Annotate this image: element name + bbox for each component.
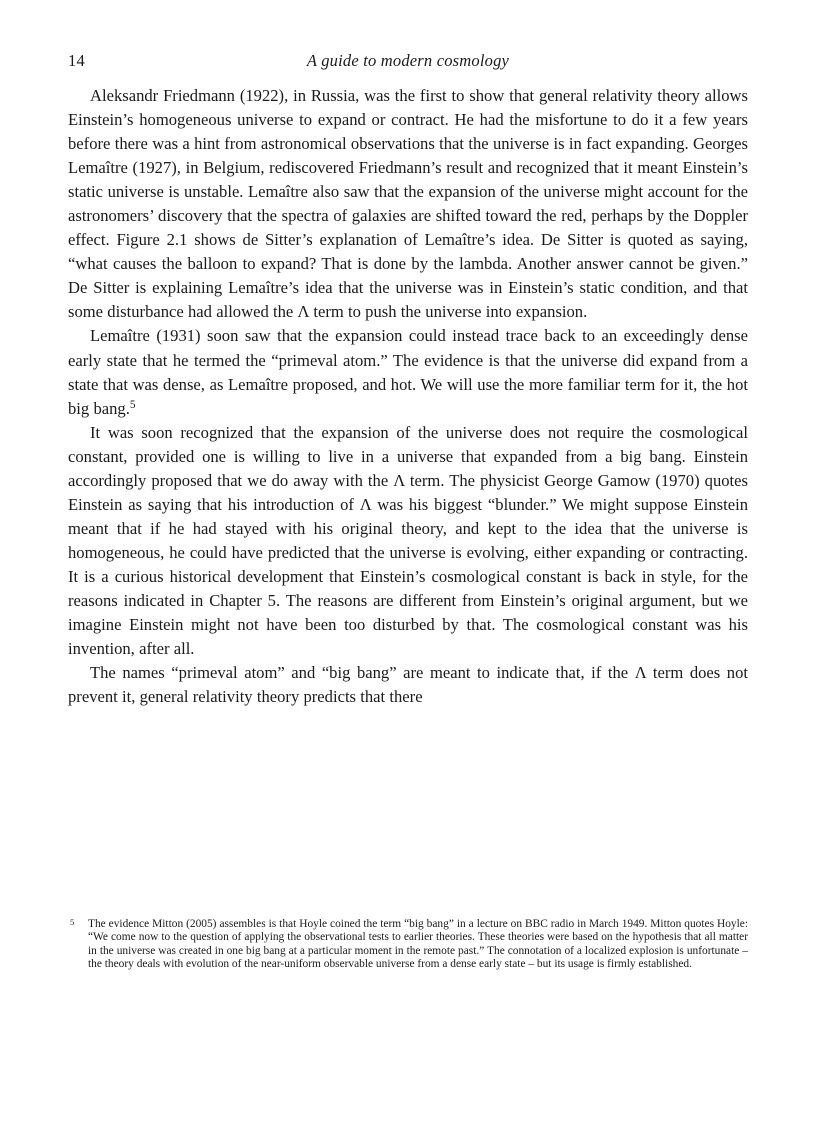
paragraph-2 — [68, 324, 748, 420]
footnote-5 — [68, 918, 748, 971]
paragraph-3: It was soon recognized that the expansion of the universe does not require the cosmological constant, provided one is willing to live in a universe that expanded from a big bang. Einstein accordingly proposed that we do away with the Λ term. The physicist George Gamow (1970) quotes Einstein as saying that his introduction of Λ was his biggest “blunder.” We might suppose Einstein meant that if he had stayed with his original theory, and kept to the idea that the universe is homogeneous, he could have predicted that the universe is evolving, either expanding or contracting. It is a curious historical development that Einstein’s cosmological constant is back in style, for the reasons indicated in Chapter 5. The reasons are different from Einstein’s original argument, but we imagine Einstein might not have been too disturbed by that. The cosmological constant was his invention, after all. — [68, 422, 748, 659]
running-title: A guide to modern cosmology — [306, 51, 510, 70]
page-number: 14 — [68, 51, 86, 70]
running-head — [68, 50, 748, 72]
footnote-number: 5 — [70, 917, 75, 927]
footnote-reference-marker[interactable]: 5 — [129, 398, 136, 411]
paragraph-4: The names “primeval atom” and “big bang” are meant to indicate that, if the Λ term does not prevent it, general relativity theory predicts that there — [68, 663, 748, 707]
body-text — [68, 84, 748, 709]
paragraph-2-text: Lemaître (1931) soon saw that the expansion could instead trace back to an exceedingly dense early state that he termed the “primeval atom.” The evidence is that the universe did expand from a state that was dense, as Lemaître proposed, and hot. We will use the more familiar term for it, the hot big bang. — [68, 326, 748, 418]
footnote-area — [68, 918, 748, 971]
footnote-text: The evidence Mitton (2005) assembles is that Hoyle coined the term “big bang” in a lecture on BBC radio in March 1949. Mitton quotes Hoyle: “We come now to the question of applying the observational tests to earlier theories. These theories were based on the hypothesis that all matter in the universe was created in one big bang at a particular moment in the remote past.” The connotation of a localized explosion is unfortunate – the theory deals with evolution of the near-uniform observable universe from a dense early state – but its usage is firmly established. — [88, 918, 748, 970]
paragraph-1: Aleksandr Friedmann (1922), in Russia, was the first to show that general relativity theory allows Einstein’s homogeneous universe to expand or contract. He had the misfortune to do it a few years before there was a hint from astronomical observations that the universe is in fact expanding. Georges Lemaître (1927), in Belgium, rediscovered Friedmann’s result and recognized that it meant Einstein’s static universe is unstable. Lemaître also saw that the expansion of the universe might account for the astronomers’ discovery that the spectra of galaxies are shifted toward the red, perhaps by the Doppler effect. Figure 2.1 shows de Sitter’s explanation of Lemaître’s idea. De Sitter is quoted as saying, “what causes the balloon to expand? That is done by the lambda. Another answer cannot be given.” De Sitter is explaining Lemaître’s idea that the universe was in Einstein’s static condition, and that some disturbance had allowed the Λ term to push the universe into expansion. — [68, 86, 748, 322]
